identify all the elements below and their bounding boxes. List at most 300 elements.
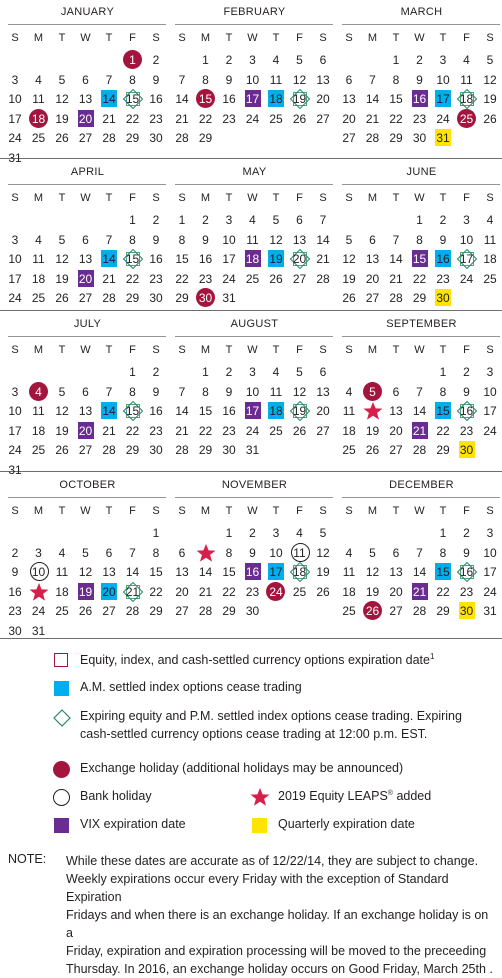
day-cell <box>433 70 453 90</box>
day-number: 5 <box>82 545 89 560</box>
day-cell <box>480 70 500 90</box>
day-number: 6 <box>319 365 327 379</box>
day-cell <box>146 288 166 308</box>
day-number: 14 <box>365 92 380 106</box>
day-cell <box>480 543 500 563</box>
day-cell <box>457 210 477 230</box>
day-number: 16 <box>8 584 22 599</box>
day-number: 12 <box>78 565 93 579</box>
weekday-header: T <box>105 344 113 356</box>
weekday-header: S <box>152 192 160 204</box>
day-cell <box>52 582 72 602</box>
day-number: 30 <box>436 291 450 305</box>
day-cell <box>146 210 166 230</box>
day-number: 26 <box>78 604 93 618</box>
day-number: 15 <box>125 404 140 418</box>
day-cell <box>386 543 406 563</box>
day-number: 28 <box>175 443 189 457</box>
day-cell <box>363 230 383 250</box>
day-number: 18 <box>269 92 283 106</box>
day-cell <box>339 70 359 90</box>
day-number: 20 <box>365 271 380 286</box>
day-number: 10 <box>245 72 260 87</box>
day-number: 23 <box>222 423 236 438</box>
day-number: 19 <box>292 92 307 106</box>
day-cell <box>172 401 192 421</box>
day-number: 22 <box>412 271 427 286</box>
day-cell <box>290 401 310 421</box>
day-number: 14 <box>125 565 140 579</box>
day-number: 18 <box>245 252 260 266</box>
day-cell <box>29 269 49 289</box>
day-cell <box>480 109 500 129</box>
day-number: 16 <box>149 252 163 266</box>
day-number: 20 <box>78 423 93 438</box>
day-number: 1 <box>439 365 447 379</box>
day-cell <box>313 582 333 602</box>
day-cell <box>457 601 477 621</box>
day-cell <box>457 562 477 582</box>
day-cell <box>123 562 143 582</box>
day-cell <box>219 362 239 382</box>
day-number: 9 <box>463 545 470 560</box>
day-number: 8 <box>202 384 209 399</box>
day-number: 12 <box>269 232 283 247</box>
day-number: 25 <box>55 604 69 618</box>
day-number: 31 <box>483 604 497 618</box>
day-number: 12 <box>365 565 380 579</box>
day-number: 3 <box>35 545 42 560</box>
day-number: 19 <box>55 111 69 126</box>
day-number: 27 <box>78 291 93 305</box>
day-cell <box>76 128 96 148</box>
day-cell <box>386 401 406 421</box>
day-cell <box>480 562 500 582</box>
day-number: 17 <box>8 111 22 126</box>
day-number: 27 <box>78 443 93 457</box>
day-cell <box>196 562 216 582</box>
day-number: 24 <box>269 584 283 599</box>
day-cell <box>363 582 383 602</box>
day-cell <box>266 401 286 421</box>
day-cell <box>433 210 453 230</box>
day-cell <box>433 50 453 70</box>
day-number: 22 <box>175 271 189 286</box>
day-number: 2 <box>152 213 160 227</box>
day-number: 20 <box>389 584 403 599</box>
weekday-header: S <box>345 32 353 44</box>
day-number: 28 <box>389 291 403 305</box>
day-cell <box>266 523 286 543</box>
day-cell <box>290 50 310 70</box>
day-cell <box>410 109 430 129</box>
day-number: 5 <box>296 365 303 379</box>
day-number: 13 <box>102 565 116 579</box>
day-number: 23 <box>459 584 474 599</box>
weekday-header: S <box>486 344 494 356</box>
day-number: 20 <box>316 92 330 106</box>
day-cell <box>313 562 333 582</box>
day-cell <box>52 230 72 250</box>
day-cell <box>313 523 333 543</box>
day-number: 1 <box>178 213 186 227</box>
day-number: 9 <box>11 565 19 579</box>
month-title: MARCH <box>400 6 443 18</box>
legend-expiring <box>0 707 502 747</box>
day-cell <box>457 421 477 441</box>
day-number: 13 <box>342 92 356 106</box>
day-number: 11 <box>293 545 306 560</box>
day-cell <box>243 249 263 269</box>
weekday-header: T <box>439 344 447 356</box>
day-number: 17 <box>436 92 450 106</box>
day-number: 18 <box>269 404 283 418</box>
day-number: 12 <box>55 92 69 106</box>
day-cell <box>339 382 359 402</box>
month-title-divider <box>8 184 166 185</box>
weekday-header: T <box>272 344 280 356</box>
day-cell <box>196 421 216 441</box>
day-number: 7 <box>416 545 423 560</box>
weekday-header: M <box>367 505 378 517</box>
day-cell <box>339 543 359 563</box>
day-number: 21 <box>175 111 189 126</box>
month-title: APRIL <box>70 166 105 178</box>
day-number: 16 <box>459 404 474 418</box>
day-number: 9 <box>463 384 470 399</box>
weekday-header: T <box>58 505 66 517</box>
day-cell <box>172 210 192 230</box>
day-number: 7 <box>129 545 136 560</box>
day-number: 13 <box>389 565 403 579</box>
day-number: 27 <box>342 131 356 145</box>
day-number: 31 <box>222 291 236 305</box>
day-cell <box>313 421 333 441</box>
day-number: 6 <box>392 384 400 399</box>
day-number: 15 <box>175 252 189 266</box>
day-number: 14 <box>102 404 116 418</box>
day-cell <box>410 562 430 582</box>
day-number: 28 <box>102 131 116 145</box>
month-title: DECEMBER <box>389 479 454 491</box>
day-number: 18 <box>483 252 497 266</box>
day-cell <box>313 382 333 402</box>
day-number: 14 <box>102 252 116 266</box>
day-number: 11 <box>269 384 283 399</box>
day-cell <box>339 128 359 148</box>
day-number: 5 <box>486 53 494 67</box>
day-cell <box>219 249 239 269</box>
day-cell <box>146 401 166 421</box>
day-cell <box>313 401 333 421</box>
day-cell <box>266 249 286 269</box>
yellow-square-icon <box>252 818 267 833</box>
day-number: 6 <box>105 545 113 560</box>
day-number: 4 <box>486 213 494 227</box>
day-number: 15 <box>198 404 213 418</box>
note-line: While these dates are accurate as of 12/22/14, they are subject to change. <box>66 854 479 868</box>
day-cell <box>172 440 192 460</box>
day-number: 20 <box>78 111 93 126</box>
day-number: 24 <box>459 271 474 286</box>
day-cell <box>363 543 383 563</box>
month-title-divider <box>342 497 500 498</box>
day-cell <box>243 382 263 402</box>
day-number: 10 <box>436 72 450 87</box>
day-cell <box>5 128 25 148</box>
day-number: 21 <box>102 271 116 286</box>
weekday-header: T <box>225 505 233 517</box>
day-number: 30 <box>459 604 474 618</box>
day-cell <box>196 269 216 289</box>
weekday-header: T <box>392 344 400 356</box>
day-number: 22 <box>125 271 140 286</box>
day-cell <box>172 382 192 402</box>
day-cell <box>386 421 406 441</box>
day-number: 19 <box>292 404 307 418</box>
day-cell <box>243 109 263 129</box>
day-cell <box>433 382 453 402</box>
day-number: 12 <box>292 72 307 87</box>
weekday-header: S <box>345 344 353 356</box>
day-number: 13 <box>316 384 330 399</box>
day-cell <box>196 210 216 230</box>
day-cell <box>363 288 383 308</box>
day-number: 4 <box>272 365 280 379</box>
day-cell <box>480 401 500 421</box>
day-number: 13 <box>316 72 330 87</box>
day-number: 21 <box>316 252 330 266</box>
day-cell <box>123 128 143 148</box>
day-number: 7 <box>105 72 113 87</box>
month-title-divider <box>342 336 500 337</box>
weekday-header: F <box>129 505 136 517</box>
day-cell <box>76 230 96 250</box>
day-cell <box>457 109 477 129</box>
month-title-divider <box>8 336 166 337</box>
legend-holiday-label: Exchange holiday (additional holidays may be announced) <box>80 761 404 775</box>
day-cell <box>290 582 310 602</box>
day-cell <box>410 70 430 90</box>
day-cell <box>123 210 143 230</box>
day-number: 22 <box>222 584 236 599</box>
day-cell <box>99 249 119 269</box>
day-number: 30 <box>149 443 163 457</box>
day-cell <box>172 128 192 148</box>
day-cell <box>29 562 49 582</box>
day-number: 26 <box>55 443 69 457</box>
month-title: MAY <box>242 166 267 178</box>
day-cell <box>76 543 96 563</box>
day-number: 29 <box>125 131 140 145</box>
day-cell <box>52 249 72 269</box>
day-cell <box>266 70 286 90</box>
day-number: 3 <box>225 213 233 227</box>
weekday-header: S <box>11 505 19 517</box>
day-number: 24 <box>483 423 497 438</box>
day-cell <box>243 70 263 90</box>
day-cell <box>243 50 263 70</box>
leaps-star-marker <box>363 401 383 421</box>
day-cell <box>52 601 72 621</box>
day-cell <box>386 50 406 70</box>
weekday-header: T <box>272 505 280 517</box>
day-number: 9 <box>416 72 423 87</box>
month-title-divider <box>342 184 500 185</box>
day-number: 25 <box>459 111 474 126</box>
note-label: NOTE: <box>8 852 47 866</box>
day-cell <box>196 543 216 563</box>
day-cell <box>123 601 143 621</box>
day-cell <box>219 601 239 621</box>
day-number: 9 <box>152 232 160 247</box>
day-number: 23 <box>149 423 163 438</box>
day-number: 8 <box>129 384 136 399</box>
day-number: 2 <box>439 213 447 227</box>
day-number: 22 <box>149 584 163 599</box>
weekday-header: T <box>105 192 113 204</box>
day-cell <box>123 582 143 602</box>
day-cell <box>433 543 453 563</box>
day-cell <box>5 70 25 90</box>
day-cell <box>313 269 333 289</box>
weekday-header: F <box>296 344 303 356</box>
day-cell <box>76 562 96 582</box>
day-cell <box>5 562 25 582</box>
weekday-header: T <box>392 32 400 44</box>
day-number: 11 <box>269 72 283 87</box>
day-number: 29 <box>389 131 403 145</box>
weekday-header: F <box>129 344 136 356</box>
day-number: 9 <box>225 384 233 399</box>
day-number: 8 <box>392 72 400 87</box>
day-number: 17 <box>222 252 236 266</box>
day-cell <box>219 109 239 129</box>
weekday-header: M <box>367 192 378 204</box>
legend-vix-label: VIX expiration date <box>80 817 186 831</box>
day-cell <box>433 288 453 308</box>
day-cell <box>5 89 25 109</box>
day-number: 4 <box>345 545 353 560</box>
weekday-header: S <box>178 32 186 44</box>
day-number: 5 <box>296 53 303 67</box>
day-number: 13 <box>175 565 189 579</box>
day-cell <box>99 89 119 109</box>
day-number: 1 <box>129 53 136 67</box>
day-cell <box>219 89 239 109</box>
day-cell <box>313 230 333 250</box>
note-line: Thursday. In 2016, an exchange holiday occurs on Good Friday, March 25th . <box>66 962 493 976</box>
day-number: 3 <box>486 526 494 540</box>
day-number: 25 <box>483 271 497 286</box>
day-cell <box>433 128 453 148</box>
day-cell <box>146 523 166 543</box>
note-line: Friday, expiration and expiration processing will be moved to the preceeding <box>66 944 487 958</box>
day-number: 4 <box>35 72 42 87</box>
day-number: 17 <box>245 404 260 418</box>
day-number: 11 <box>460 72 473 87</box>
day-cell <box>480 210 500 230</box>
weekday-header: W <box>247 344 258 356</box>
day-cell <box>266 230 286 250</box>
day-number: 25 <box>31 131 46 145</box>
day-cell <box>243 523 263 543</box>
day-number: 16 <box>222 92 236 106</box>
month-title-divider <box>175 336 333 337</box>
day-number: 25 <box>31 443 46 457</box>
weekday-header: S <box>11 192 19 204</box>
day-cell <box>386 440 406 460</box>
day-cell <box>266 50 286 70</box>
weekday-header: M <box>200 505 211 517</box>
day-number: 15 <box>125 92 140 106</box>
day-cell <box>76 382 96 402</box>
day-number: 10 <box>8 404 22 418</box>
day-cell <box>363 401 383 421</box>
day-number: 30 <box>149 291 163 305</box>
leaps-star-marker <box>29 582 49 602</box>
weekday-header: M <box>367 344 378 356</box>
weekday-header: F <box>463 505 470 517</box>
day-cell <box>243 230 263 250</box>
day-cell <box>146 89 166 109</box>
weekday-header: T <box>272 32 280 44</box>
day-number: 15 <box>436 565 450 579</box>
day-number: 17 <box>483 565 497 579</box>
day-cell <box>219 70 239 90</box>
day-cell <box>99 562 119 582</box>
day-number: 13 <box>292 232 307 247</box>
day-cell <box>52 70 72 90</box>
day-cell <box>243 89 263 109</box>
day-number: 4 <box>296 526 303 540</box>
day-cell <box>29 230 49 250</box>
day-cell <box>123 421 143 441</box>
day-cell <box>76 269 96 289</box>
day-number: 23 <box>412 111 427 126</box>
day-number: 3 <box>11 384 19 399</box>
day-cell <box>290 230 310 250</box>
legend-leaps-label: 2019 Equity LEAPS® added <box>278 789 432 803</box>
day-cell <box>457 269 477 289</box>
day-number: 24 <box>8 291 22 305</box>
day-cell <box>29 89 49 109</box>
day-cell <box>480 50 500 70</box>
weekday-header: S <box>486 192 494 204</box>
day-cell <box>433 89 453 109</box>
day-cell <box>410 269 430 289</box>
day-cell <box>76 249 96 269</box>
day-number: 1 <box>202 53 209 67</box>
day-cell <box>5 288 25 308</box>
day-number: 27 <box>316 111 330 126</box>
quarter-divider <box>0 471 502 472</box>
day-number: 29 <box>222 604 236 618</box>
weekday-header: M <box>33 344 44 356</box>
day-cell <box>457 543 477 563</box>
day-cell <box>5 230 25 250</box>
day-cell <box>410 382 430 402</box>
day-number: 17 <box>459 252 474 266</box>
day-cell <box>146 109 166 129</box>
weekday-header: T <box>58 192 66 204</box>
month-title: AUGUST <box>230 318 279 330</box>
day-cell <box>172 70 192 90</box>
day-number: 8 <box>439 384 447 399</box>
day-number: 2 <box>249 526 256 540</box>
day-cell <box>219 382 239 402</box>
day-cell <box>146 70 166 90</box>
